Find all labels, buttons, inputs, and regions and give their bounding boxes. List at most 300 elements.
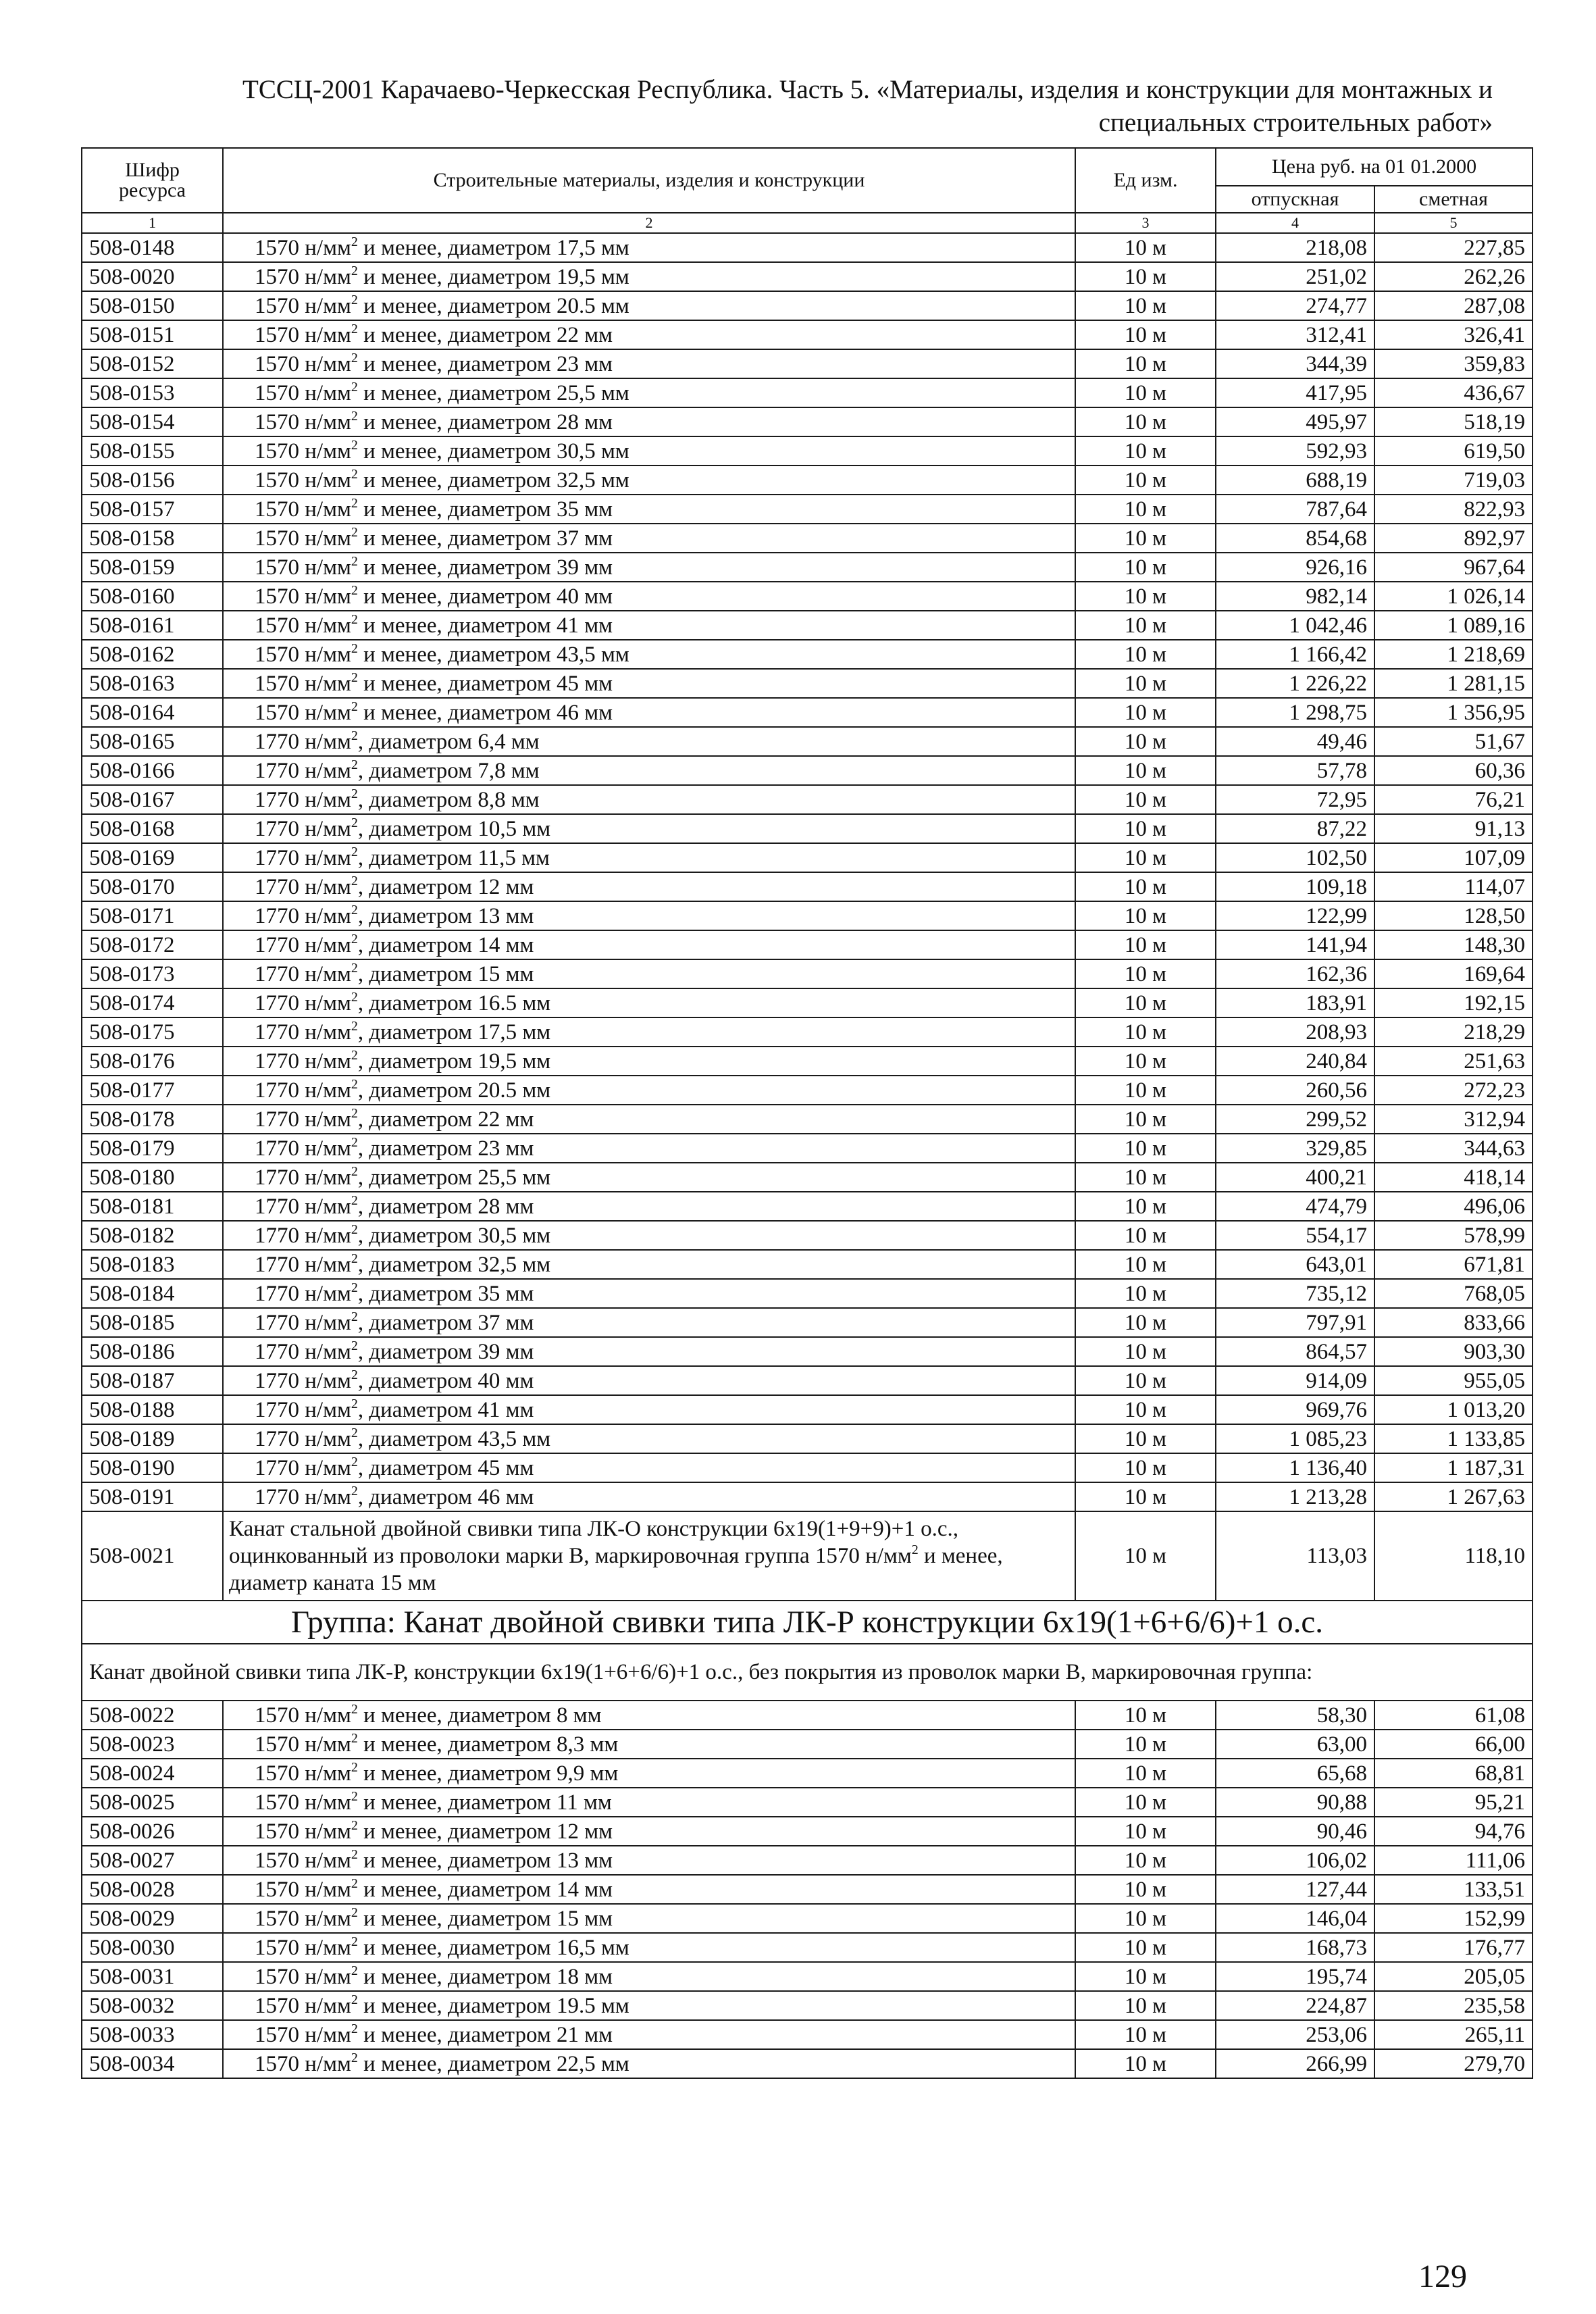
table-row — [82, 1846, 1533, 1875]
cell-unit: 10 м — [1075, 698, 1216, 727]
cell-code: 508-0027 — [82, 1846, 223, 1875]
cell-name — [223, 1962, 1075, 1991]
cell-price-release: 58,30 — [1216, 1701, 1374, 1730]
name-text-pre: 1570 н/мм — [255, 1848, 351, 1873]
name-superscript: 2 — [351, 1018, 358, 1034]
name-superscript: 2 — [351, 1251, 358, 1266]
table-row — [82, 349, 1533, 378]
cell-unit: 10 м — [1075, 1366, 1216, 1395]
cell-price-release: 474,79 — [1216, 1192, 1374, 1221]
table-row — [82, 1047, 1533, 1076]
price-table — [81, 147, 1533, 2079]
cell-price-estimate: 326,41 — [1374, 320, 1533, 349]
name-superscript: 2 — [351, 757, 358, 772]
cell-code: 508-0179 — [82, 1134, 223, 1163]
name-superscript: 2 — [351, 902, 358, 917]
table-row — [82, 988, 1533, 1017]
name-text-pre: 1570 н/мм — [255, 526, 351, 551]
name-text-pre: 1770 н/мм — [255, 1194, 351, 1219]
table-head — [82, 148, 1533, 233]
cell-unit: 10 м — [1075, 1453, 1216, 1482]
table-row — [82, 1395, 1533, 1424]
name-text-pre: 1770 н/мм — [255, 787, 351, 812]
cell-name — [223, 1017, 1075, 1047]
name-superscript: 2 — [351, 1483, 358, 1499]
cell-unit: 10 м — [1075, 1076, 1216, 1105]
name-text-post: и менее, диаметром 28 мм — [357, 409, 613, 434]
name-text-post: и менее, диаметром 8,3 мм — [357, 1732, 619, 1757]
cell-code: 508-0022 — [82, 1701, 223, 1730]
name-superscript: 2 — [351, 2021, 358, 2036]
name-superscript: 2 — [351, 379, 358, 395]
cell-price-estimate: 192,15 — [1374, 988, 1533, 1017]
cell-price-release: 72,95 — [1216, 785, 1374, 814]
name-text-pre: 1770 н/мм — [255, 758, 351, 783]
name-superscript: 2 — [351, 1163, 358, 1179]
cell-price-release: 90,46 — [1216, 1817, 1374, 1846]
cell-price-estimate: 955,05 — [1374, 1366, 1533, 1395]
cell-name — [223, 466, 1075, 495]
name-text-pre: 1570 н/мм — [255, 468, 351, 493]
cell-price-estimate: 1 089,16 — [1374, 611, 1533, 640]
cell-price-estimate: 227,85 — [1374, 233, 1533, 262]
cell-unit: 10 м — [1075, 901, 1216, 930]
cell-name — [223, 1991, 1075, 2020]
name-text-post: и менее, диаметром 25,5 мм — [357, 380, 629, 405]
name-text-pre: 1570 н/мм — [255, 1877, 351, 1902]
cell-price-release: 312,41 — [1216, 320, 1374, 349]
table-row — [82, 727, 1533, 756]
cell-unit: 10 м — [1075, 814, 1216, 843]
cell-price-estimate: 359,83 — [1374, 349, 1533, 378]
cell-code: 508-0184 — [82, 1279, 223, 1308]
cell-code: 508-0156 — [82, 466, 223, 495]
table-row — [82, 1904, 1533, 1933]
cell-code: 508-0024 — [82, 1759, 223, 1788]
name-superscript: 2 — [351, 1992, 358, 2007]
cell-unit: 10 м — [1075, 378, 1216, 407]
name-text-pre: 1570 н/мм — [255, 351, 351, 376]
cell-unit: 10 м — [1075, 1105, 1216, 1134]
cell-price-estimate: 768,05 — [1374, 1279, 1533, 1308]
cell-price-release: 63,00 — [1216, 1730, 1374, 1759]
name-text-pre: 1570 н/мм — [255, 409, 351, 434]
table-row — [82, 1424, 1533, 1453]
table-row — [82, 262, 1533, 291]
cell-price-release: 299,52 — [1216, 1105, 1374, 1134]
cell-price-release: 168,73 — [1216, 1933, 1374, 1962]
table-row — [82, 1366, 1533, 1395]
cell-code: 508-0170 — [82, 872, 223, 901]
cell-unit: 10 м — [1075, 1730, 1216, 1759]
table-row-special — [82, 1511, 1533, 1601]
cell-price-release: 1 042,46 — [1216, 611, 1374, 640]
cell-price-release: 240,84 — [1216, 1047, 1374, 1076]
name-text-post: , диаметром 17,5 мм — [357, 1020, 551, 1045]
cell-unit: 10 м — [1075, 2049, 1216, 2078]
cell-price-release: 787,64 — [1216, 495, 1374, 524]
name-text-post: , диаметром 30,5 мм — [357, 1223, 551, 1248]
cell-price-estimate: 518,19 — [1374, 407, 1533, 436]
name-superscript: 2 — [351, 1338, 358, 1353]
name-text-pre: 1770 н/мм — [255, 1223, 351, 1248]
name-superscript: 2 — [351, 1905, 358, 1920]
name-superscript: 2 — [351, 2050, 358, 2065]
table-row — [82, 640, 1533, 669]
cell-name — [223, 611, 1075, 640]
cell-code: 508-0154 — [82, 407, 223, 436]
cell-name — [223, 1192, 1075, 1221]
name-superscript: 2 — [351, 495, 358, 511]
cell-price-estimate: 312,94 — [1374, 1105, 1533, 1134]
cell-code: 508-0191 — [82, 1482, 223, 1511]
name-superscript: 2 — [351, 1105, 358, 1121]
cell-price-release: 344,39 — [1216, 349, 1374, 378]
cell-price-estimate: 892,97 — [1374, 524, 1533, 553]
cell-name — [223, 1337, 1075, 1366]
name-superscript: 2 — [351, 1454, 358, 1469]
name-text-post: и менее, диаметром 21 мм — [357, 2022, 613, 2047]
table-row — [82, 1701, 1533, 1730]
cell-code: 508-0176 — [82, 1047, 223, 1076]
cell-unit: 10 м — [1075, 1163, 1216, 1192]
name-text-pre: 1570 н/мм — [255, 1964, 351, 1989]
cell-code: 508-0030 — [82, 1933, 223, 1962]
table-row — [82, 843, 1533, 872]
cell-code: 508-0177 — [82, 1076, 223, 1105]
cell-price-estimate: 1 013,20 — [1374, 1395, 1533, 1424]
name-text-post: и менее, диаметром 41 мм — [357, 613, 613, 638]
name-text-post: , диаметром 46 мм — [357, 1484, 534, 1509]
cell-price-release: 146,04 — [1216, 1904, 1374, 1933]
document-header — [81, 73, 1493, 139]
name-text-pre: 1770 н/мм — [255, 816, 351, 841]
table-row — [82, 669, 1533, 698]
cell-unit: 10 м — [1075, 262, 1216, 291]
cell-unit: 10 м — [1075, 436, 1216, 466]
name-text-post: , диаметром 13 мм — [357, 903, 534, 928]
cell-price-release: 797,91 — [1216, 1308, 1374, 1337]
name-superscript: 2 — [351, 234, 358, 249]
cell-price-estimate: 719,03 — [1374, 466, 1533, 495]
name-superscript: 2 — [351, 1876, 358, 1891]
name-text-pre: 1570 н/мм — [255, 497, 351, 522]
table-row — [82, 872, 1533, 901]
cell-code: 508-0021 — [82, 1511, 223, 1601]
name-superscript: 2 — [351, 350, 358, 366]
table-row — [82, 1933, 1533, 1962]
cell-name — [223, 495, 1075, 524]
name-text-pre: 1570 н/мм — [255, 293, 351, 318]
name-text-post: и менее, диаметром 30,5 мм — [357, 438, 629, 463]
cell-name — [223, 1395, 1075, 1424]
name-superscript: 2 — [351, 815, 358, 830]
cell-price-release: 688,19 — [1216, 466, 1374, 495]
name-text-pre: 1570 н/мм — [255, 1819, 351, 1844]
table-row — [82, 407, 1533, 436]
name-text-pre: 1570 н/мм — [255, 1790, 351, 1815]
cell-price-release: 251,02 — [1216, 262, 1374, 291]
name-text-pre: 1570 н/мм — [255, 438, 351, 463]
cell-code: 508-0157 — [82, 495, 223, 524]
name-text-post: , диаметром 14 мм — [357, 932, 534, 957]
cell-name — [223, 1759, 1075, 1788]
name-text-pre: 1570 н/мм — [255, 264, 351, 289]
cell-price-estimate: 496,06 — [1374, 1192, 1533, 1221]
name-superscript: 2 — [351, 582, 358, 598]
cell-price-release: 329,85 — [1216, 1134, 1374, 1163]
cell-unit: 10 м — [1075, 233, 1216, 262]
cell-price-release: 113,03 — [1216, 1511, 1374, 1601]
name-text-post: , диаметром 22 мм — [357, 1107, 534, 1132]
name-text-pre: 1770 н/мм — [255, 1020, 351, 1045]
name-text-pre: 1570 н/мм — [255, 1703, 351, 1728]
table-row — [82, 1788, 1533, 1817]
cell-name — [223, 553, 1075, 582]
cell-price-estimate: 60,36 — [1374, 756, 1533, 785]
group-title: Группа: Канат двойной свивки типа ЛК-Р конструкции 6х19(1+6+6/6)+1 о.с. — [82, 1601, 1533, 1644]
cell-unit: 10 м — [1075, 1846, 1216, 1875]
cell-code: 508-0190 — [82, 1453, 223, 1482]
cell-name — [223, 1221, 1075, 1250]
cell-price-estimate: 111,06 — [1374, 1846, 1533, 1875]
name-text-pre: 1570 н/мм — [255, 1761, 351, 1786]
col-number-3: 3 — [1075, 213, 1216, 233]
cell-unit: 10 м — [1075, 959, 1216, 988]
table-row — [82, 1875, 1533, 1904]
name-superscript: 2 — [351, 1425, 358, 1440]
cell-price-release: 274,77 — [1216, 291, 1374, 320]
cell-price-release: 982,14 — [1216, 582, 1374, 611]
cell-name — [223, 1511, 1075, 1601]
cell-code: 508-0171 — [82, 901, 223, 930]
cell-price-release: 127,44 — [1216, 1875, 1374, 1904]
col-header-price-estimate: сметная — [1374, 186, 1533, 213]
name-superscript: 2 — [351, 1759, 358, 1775]
cell-unit: 10 м — [1075, 1904, 1216, 1933]
cell-code: 508-0034 — [82, 2049, 223, 2078]
cell-name — [223, 756, 1075, 785]
cell-price-estimate: 262,26 — [1374, 262, 1533, 291]
table-row — [82, 233, 1533, 262]
cell-price-estimate: 76,21 — [1374, 785, 1533, 814]
name-text-post: , диаметром 7,8 мм — [357, 758, 540, 783]
cell-price-release: 106,02 — [1216, 1846, 1374, 1875]
cell-name — [223, 640, 1075, 669]
cell-code: 508-0167 — [82, 785, 223, 814]
cell-unit: 10 м — [1075, 727, 1216, 756]
cell-unit: 10 м — [1075, 1962, 1216, 1991]
cell-unit: 10 м — [1075, 930, 1216, 959]
name-text-pre: 1770 н/мм — [255, 990, 351, 1015]
cell-unit: 10 м — [1075, 1192, 1216, 1221]
table-body-a — [82, 233, 1533, 1511]
cell-name — [223, 1134, 1075, 1163]
table-row — [82, 930, 1533, 959]
cell-name — [223, 524, 1075, 553]
name-superscript: 2 — [351, 728, 358, 743]
cell-price-release: 49,46 — [1216, 727, 1374, 756]
name-text-pre: 1770 н/мм — [255, 961, 351, 986]
name-text-post: и менее, диаметром 37 мм — [357, 526, 613, 551]
cell-price-release: 1 213,28 — [1216, 1482, 1374, 1511]
cell-name — [223, 1817, 1075, 1846]
table-row — [82, 1105, 1533, 1134]
cell-code: 508-0178 — [82, 1105, 223, 1134]
name-superscript: 2 — [351, 960, 358, 976]
cell-code: 508-0152 — [82, 349, 223, 378]
table-row — [82, 1134, 1533, 1163]
name-superscript: 2 — [351, 786, 358, 801]
cell-unit: 10 м — [1075, 1047, 1216, 1076]
name-text-post: , диаметром 28 мм — [357, 1194, 534, 1219]
col-header-name: Строительные материалы, изделия и конструкции — [223, 148, 1075, 213]
cell-name — [223, 1904, 1075, 1933]
cell-unit: 10 м — [1075, 2020, 1216, 2049]
cell-price-estimate: 152,99 — [1374, 1904, 1533, 1933]
table-row — [82, 756, 1533, 785]
cell-code: 508-0181 — [82, 1192, 223, 1221]
name-text-post: и менее, диаметром 22,5 мм — [357, 2051, 629, 2076]
cell-price-estimate: 833,66 — [1374, 1308, 1533, 1337]
cell-price-estimate: 287,08 — [1374, 291, 1533, 320]
name-text-post: , диаметром 11,5 мм — [357, 845, 550, 870]
cell-price-release: 57,78 — [1216, 756, 1374, 785]
cell-price-estimate: 265,11 — [1374, 2020, 1533, 2049]
name-text-pre: 1770 н/мм — [255, 1049, 351, 1074]
name-text-post: , диаметром 12 мм — [357, 874, 534, 899]
name-superscript: 2 — [351, 699, 358, 714]
cell-price-release: 162,36 — [1216, 959, 1374, 988]
name-text-pre: 1770 н/мм — [255, 1484, 351, 1509]
name-text-post: , диаметром 43,5 мм — [357, 1426, 551, 1451]
name-superscript: 2 — [351, 466, 358, 482]
cell-name — [223, 1366, 1075, 1395]
table-row — [82, 1962, 1533, 1991]
cell-name — [223, 872, 1075, 901]
cell-name — [223, 233, 1075, 262]
name-superscript: 2 — [351, 1280, 358, 1295]
cell-price-estimate: 205,05 — [1374, 1962, 1533, 1991]
cell-name — [223, 582, 1075, 611]
name-text-pre: 1570 н/мм — [255, 1732, 351, 1757]
name-text-post: и менее, диаметром 22 мм — [357, 322, 613, 347]
cell-price-estimate: 91,13 — [1374, 814, 1533, 843]
name-superscript: 2 — [351, 1701, 358, 1717]
name-text-post: , диаметром 40 мм — [357, 1368, 534, 1393]
cell-unit: 10 м — [1075, 349, 1216, 378]
name-text-pre: 1570 н/мм — [255, 2051, 351, 2076]
cell-code: 508-0183 — [82, 1250, 223, 1279]
cell-price-release: 218,08 — [1216, 233, 1374, 262]
cell-name — [223, 1846, 1075, 1875]
name-text-pre: 1570 н/мм — [255, 2022, 351, 2047]
name-text-pre: 1770 н/мм — [255, 1107, 351, 1132]
cell-price-estimate: 903,30 — [1374, 1337, 1533, 1366]
cell-price-estimate: 1 281,15 — [1374, 669, 1533, 698]
table-row — [82, 582, 1533, 611]
cell-price-release: 87,22 — [1216, 814, 1374, 843]
cell-unit: 10 м — [1075, 756, 1216, 785]
name-text-post: , диаметром 35 мм — [357, 1281, 534, 1306]
table-row — [82, 291, 1533, 320]
cell-price-estimate: 619,50 — [1374, 436, 1533, 466]
cell-name — [223, 959, 1075, 988]
cell-name — [223, 1047, 1075, 1076]
cell-unit: 10 м — [1075, 611, 1216, 640]
table-row — [82, 1759, 1533, 1788]
cell-unit: 10 м — [1075, 1511, 1216, 1601]
table-row — [82, 495, 1533, 524]
cell-price-estimate: 1 267,63 — [1374, 1482, 1533, 1511]
name-text-pre: 1770 н/мм — [255, 1136, 351, 1161]
cell-price-release: 914,09 — [1216, 1366, 1374, 1395]
cell-name — [223, 1788, 1075, 1817]
name-text-pre: 1770 н/мм — [255, 1281, 351, 1306]
cell-price-release: 864,57 — [1216, 1337, 1374, 1366]
table-row — [82, 378, 1533, 407]
table-row — [82, 1337, 1533, 1366]
cell-unit: 10 м — [1075, 1991, 1216, 2020]
name-superscript: 2 — [911, 1542, 919, 1557]
cell-price-release: 1 226,22 — [1216, 669, 1374, 698]
group-title-row — [82, 1601, 1533, 1644]
name-text-pre: 1570 н/мм — [255, 322, 351, 347]
cell-name — [223, 814, 1075, 843]
cell-price-estimate: 148,30 — [1374, 930, 1533, 959]
name-superscript: 2 — [351, 670, 358, 685]
header-line-2: специальных строительных работ» — [1098, 108, 1493, 137]
cell-price-estimate: 251,63 — [1374, 1047, 1533, 1076]
cell-price-release: 109,18 — [1216, 872, 1374, 901]
cell-price-release: 260,56 — [1216, 1076, 1374, 1105]
cell-name — [223, 727, 1075, 756]
cell-price-release: 643,01 — [1216, 1250, 1374, 1279]
cell-name — [223, 1424, 1075, 1453]
cell-unit: 10 м — [1075, 1308, 1216, 1337]
cell-price-release: 1 085,23 — [1216, 1424, 1374, 1453]
cell-unit: 10 м — [1075, 785, 1216, 814]
cell-price-estimate: 1 133,85 — [1374, 1424, 1533, 1453]
table-row — [82, 1279, 1533, 1308]
cell-name — [223, 930, 1075, 959]
cell-price-estimate: 1 218,69 — [1374, 640, 1533, 669]
cell-price-release: 253,06 — [1216, 2020, 1374, 2049]
cell-price-release: 141,94 — [1216, 930, 1374, 959]
table-row — [82, 1076, 1533, 1105]
table-row — [82, 959, 1533, 988]
col-number-2: 2 — [223, 213, 1075, 233]
name-text-post: и менее, диаметром 23 мм — [357, 351, 613, 376]
cell-unit: 10 м — [1075, 1017, 1216, 1047]
name-superscript: 2 — [351, 321, 358, 336]
name-superscript: 2 — [351, 1076, 358, 1092]
cell-code: 508-0174 — [82, 988, 223, 1017]
cell-unit: 10 м — [1075, 1482, 1216, 1511]
cell-code: 508-0185 — [82, 1308, 223, 1337]
cell-price-estimate: 94,76 — [1374, 1817, 1533, 1846]
name-text-post: и менее, диаметром 15 мм — [357, 1906, 613, 1931]
cell-price-estimate: 51,67 — [1374, 727, 1533, 756]
cell-price-release: 1 136,40 — [1216, 1453, 1374, 1482]
cell-price-estimate: 671,81 — [1374, 1250, 1533, 1279]
col-number-4: 4 — [1216, 213, 1374, 233]
name-text-post: и менее, диаметром 8 мм — [357, 1703, 602, 1728]
table-body-b — [82, 1701, 1533, 2078]
cell-price-estimate: 279,70 — [1374, 2049, 1533, 2078]
cell-name — [223, 262, 1075, 291]
name-text-pre: 1570 н/мм — [255, 584, 351, 609]
